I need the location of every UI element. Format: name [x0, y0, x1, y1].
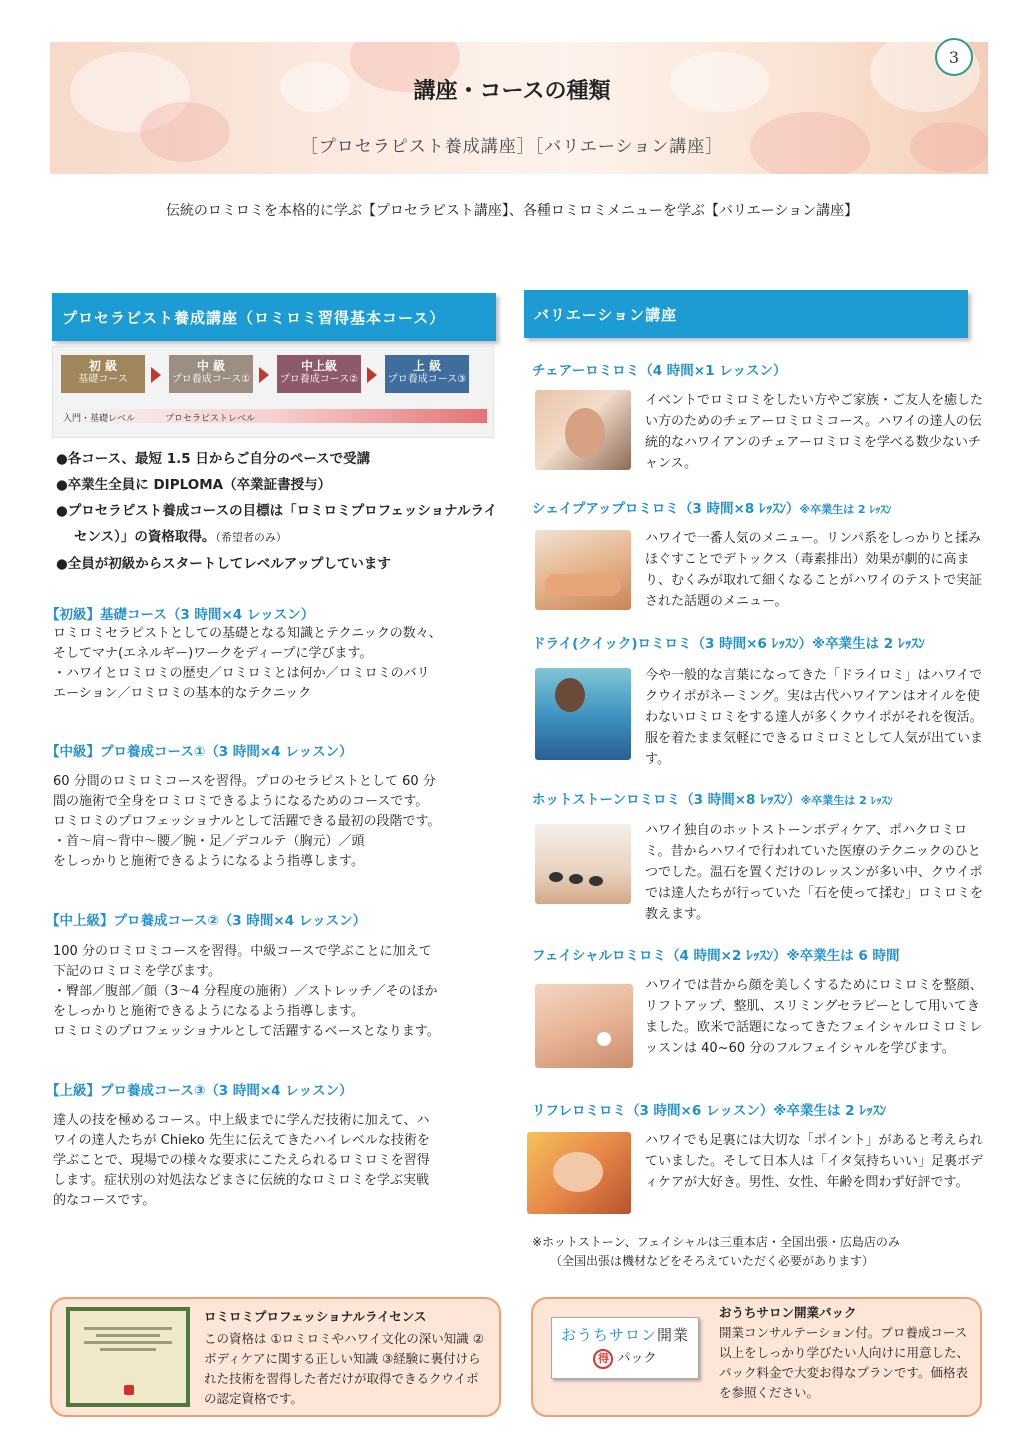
graduate-note: ※卒業生は 2 ﾚｯｽﾝ	[799, 503, 892, 516]
variation-text-chair: イベントでロミロミをしたい方やご家族・ご友人を癒したい方のためのチェアーロミロミコース。ハワイの達人の伝統的なハワイアンのチェアーロミロミを学べる数少ないチャンス。	[645, 393, 984, 471]
feature-list	[56, 446, 501, 577]
course-body-advanced: 達人の技を極めるコース。中上級までに学んだ技術に加えて、ハ ワイの達人たちが Chieko 先生に伝えてきたハイレベルな技術を 学ぶことで、現場での様々な要求にこたえられるロミロミを習得 します。症状別の対処法などまさに伝統的なロミロミを学ぶ実戦 的なコースです。	[53, 1113, 430, 1208]
toku-icon: 得	[593, 1349, 613, 1369]
page-number: 3	[935, 38, 973, 76]
level-bar-right-label: プロセラピストレベル	[165, 414, 256, 424]
variation-title-shapeup: シェイプアップロミロミ（3 時間×8 ﾚｯｽﾝ）※卒業生は 2 ﾚｯｽﾝ	[532, 501, 892, 517]
seal-icon	[124, 1385, 134, 1395]
section-header-variation: バリエーション講座	[524, 290, 968, 338]
arrow-icon	[151, 367, 161, 383]
level-bar-left-label: 入門・基礎レベル	[63, 414, 136, 424]
arrow-icon	[259, 367, 269, 383]
variation-text-facial: ハワイでは昔から顔を美しくするためにロミロミを整顔、リフトアップ、整肌、スリミングセラピーとして用いてきました。欧米で話題になってきたフェイシャルロミロミレッスンは 40~60 分のフルフェイシャルを学びます。	[645, 978, 983, 1056]
level-box-upper-intermediate: 中上級 プロ養成コース②	[277, 355, 361, 393]
level-box-advanced: 上 級 プロ養成コース③	[385, 355, 469, 393]
hotstone-lomi-photo	[535, 824, 631, 904]
license-title: ロミロミプロフェッショナルライセンス	[204, 1309, 427, 1324]
variation-text-reflex: ハワイでも足裏には大切な「ポイント」があると考えられていました。そして日本人は「イタ気持ちいい」足裏ボディケアが大好き。男性、女性、年齢を問わず好評です。	[645, 1133, 984, 1190]
variation-title-dry: ドライ(クイック)ロミロミ（3 時間×6 ﾚｯｽﾝ）※卒業生は 2 ﾚｯｽﾝ	[532, 636, 925, 652]
reflex-lomi-photo	[527, 1132, 631, 1214]
chair-lomi-photo	[535, 390, 631, 470]
graduate-note: ※卒業生は 2 ﾚｯｽﾝ	[800, 794, 893, 807]
course-title-upper-intermediate: 【中上級】プロ養成コース②（3 時間×4 レッスン）	[46, 913, 367, 929]
course-body-beginner: ロミロミセラピストとしての基礎となる知識とテクニックの数々、 そしてマナ(エネルギー)ワークをディープに学びます。 ・ハワイとロミロミの歴史／ロミロミとは何か／ロミロミのバリ エーション／ロミロミの基本的なテクニック	[53, 626, 442, 701]
level-box-beginner: 初 級 基礎コース	[61, 355, 145, 393]
variation-title-hotstone: ホットストーンロミロミ（3 時間×8 ﾚｯｽﾝ）※卒業生は 2 ﾚｯｽﾝ	[532, 792, 893, 808]
course-body-intermediate: 60 分間のロミロミコースを習得。プロのセラピストとして 60 分 間の施術で全身をロミロミできるようになるためのコースです。 ロミロミのプロフェッショナルとして活躍できる最初の段階です。 ・首〜肩〜背中〜腰／腕・足／デコルテ（胸元）／頭 をしっかりと施術できるようになるよう指導します。	[53, 774, 441, 869]
course-body-upper-intermediate: 100 分のロミロミコースを習得。中級コースで学ぶことに加えて 下記のロミロミを学びます。 ・臀部／腹部／顔（3〜4 分程度の施術）／ストレッチ／そのほか をしっかりと施術できるようになるよう指導します。 ロミロミのプロフェッショナルとして活躍するベースとなります。	[53, 944, 440, 1039]
course-title-advanced: 【上級】プロ養成コース③（3 時間×4 レッスン）	[46, 1083, 353, 1099]
level-box-intermediate: 中 級 プロ養成コース①	[169, 355, 253, 393]
intro-text: 伝統のロミロミを本格的に学ぶ【プロセラピスト講座】、各種ロミロミメニューを学ぶ【バリエーション講座】	[165, 203, 859, 219]
facial-lomi-photo	[535, 984, 633, 1068]
bullet-note: （希望者のみ）	[215, 531, 287, 544]
footnote: ※ホットストーン、フェイシャルは三重本店・全国出張・広島店のみ （全国出張は機材などをそろえていただく必要があります）	[532, 1235, 900, 1268]
level-diagram	[52, 346, 494, 438]
variation-title-chair: チェアーロミロミ（4 時間×1 レッスン）	[532, 363, 787, 379]
variation-title-facial: フェイシャルロミロミ（4 時間×2 ﾚｯｽﾝ）※卒業生は 6 時間	[532, 948, 900, 964]
list-item: ●各コース、最短 1.5 日からご自分のペースで受講	[56, 451, 371, 467]
dry-lomi-photo	[535, 668, 631, 760]
salon-pack-box	[531, 1297, 982, 1417]
arrow-icon	[367, 367, 377, 383]
certificate-image	[66, 1307, 190, 1407]
license-box	[50, 1297, 501, 1417]
salon-pack-title: おうちサロン開業パック	[719, 1305, 857, 1320]
list-item: ●全員が初級からスタートしてレベルアップしています	[56, 556, 391, 572]
variation-text-dry: 今や一般的な言葉になってきた「ドライロミ」はハワイでクウイポがネーミング。実は古代ハワイアンはオイルを使わないロミロミをする達人が多くクウイポがそれを復活。服を着たまま気軽にできるロミロミとして人気が出ています。	[645, 668, 984, 767]
page-title: 講座・コースの種類	[413, 78, 611, 104]
variation-text-shapeup: ハワイで一番人気のメニュー。リンパ系をしっかりと揉みほぐすことでデトックス（毒素排出）効果が劇的に高まり、むくみが取れて細くなることがハワイのテストで実証された話題のメニュー。	[645, 531, 983, 609]
list-item: ●プロセラピスト養成コースの目標は「ロミロミプロフェッショナルライセンス）」の資格取得。（希望者のみ）	[56, 503, 498, 545]
variation-text-hotstone: ハワイ独自のホットストーンボディケア、ポハクロミロミ。昔からハワイで行われていた医療のテクニックのひとつでした。温石を置くだけのレッスンが多い中、クウイポでは達人たちが行っていた「石を使って揉む」ロミロミを教えます。	[645, 823, 984, 922]
list-item: ●卒業生全員に DIPLOMA（卒業証書授与）	[56, 477, 332, 493]
salon-pack-text: 開業コンサルテーション付。プロ養成コース以上をしっかり学びたい人向けに用意した、パック料金で大変お得なプランです。価格表を参照ください。	[719, 1325, 970, 1400]
course-title-intermediate: 【中級】プロ養成コース①（3 時間×4 レッスン）	[46, 744, 353, 760]
page-subtitle: ［プロセラピスト養成講座］［バリエーション講座］	[300, 137, 724, 157]
variation-title-reflex: リフレロミロミ（3 時間×6 レッスン）※卒業生は 2 ﾚｯｽﾝ	[532, 1103, 887, 1119]
section-header-pro-course: プロセラピスト養成講座（ロミロミ習得基本コース）	[52, 293, 496, 341]
salon-pack-logo: おうちサロン開業 得 パック	[551, 1317, 699, 1379]
course-title-beginner: 【初級】基礎コース（3 時間×4 レッスン）	[46, 607, 315, 623]
license-text: この資格は ①ロミロミやハワイ文化の深い知識 ②ボディケアに関する正しい知識 ③経験に裏付けられた技術を習得した者だけが取得できるクウイポの認定資格です。	[204, 1331, 484, 1406]
shapeup-lomi-photo	[535, 530, 631, 610]
